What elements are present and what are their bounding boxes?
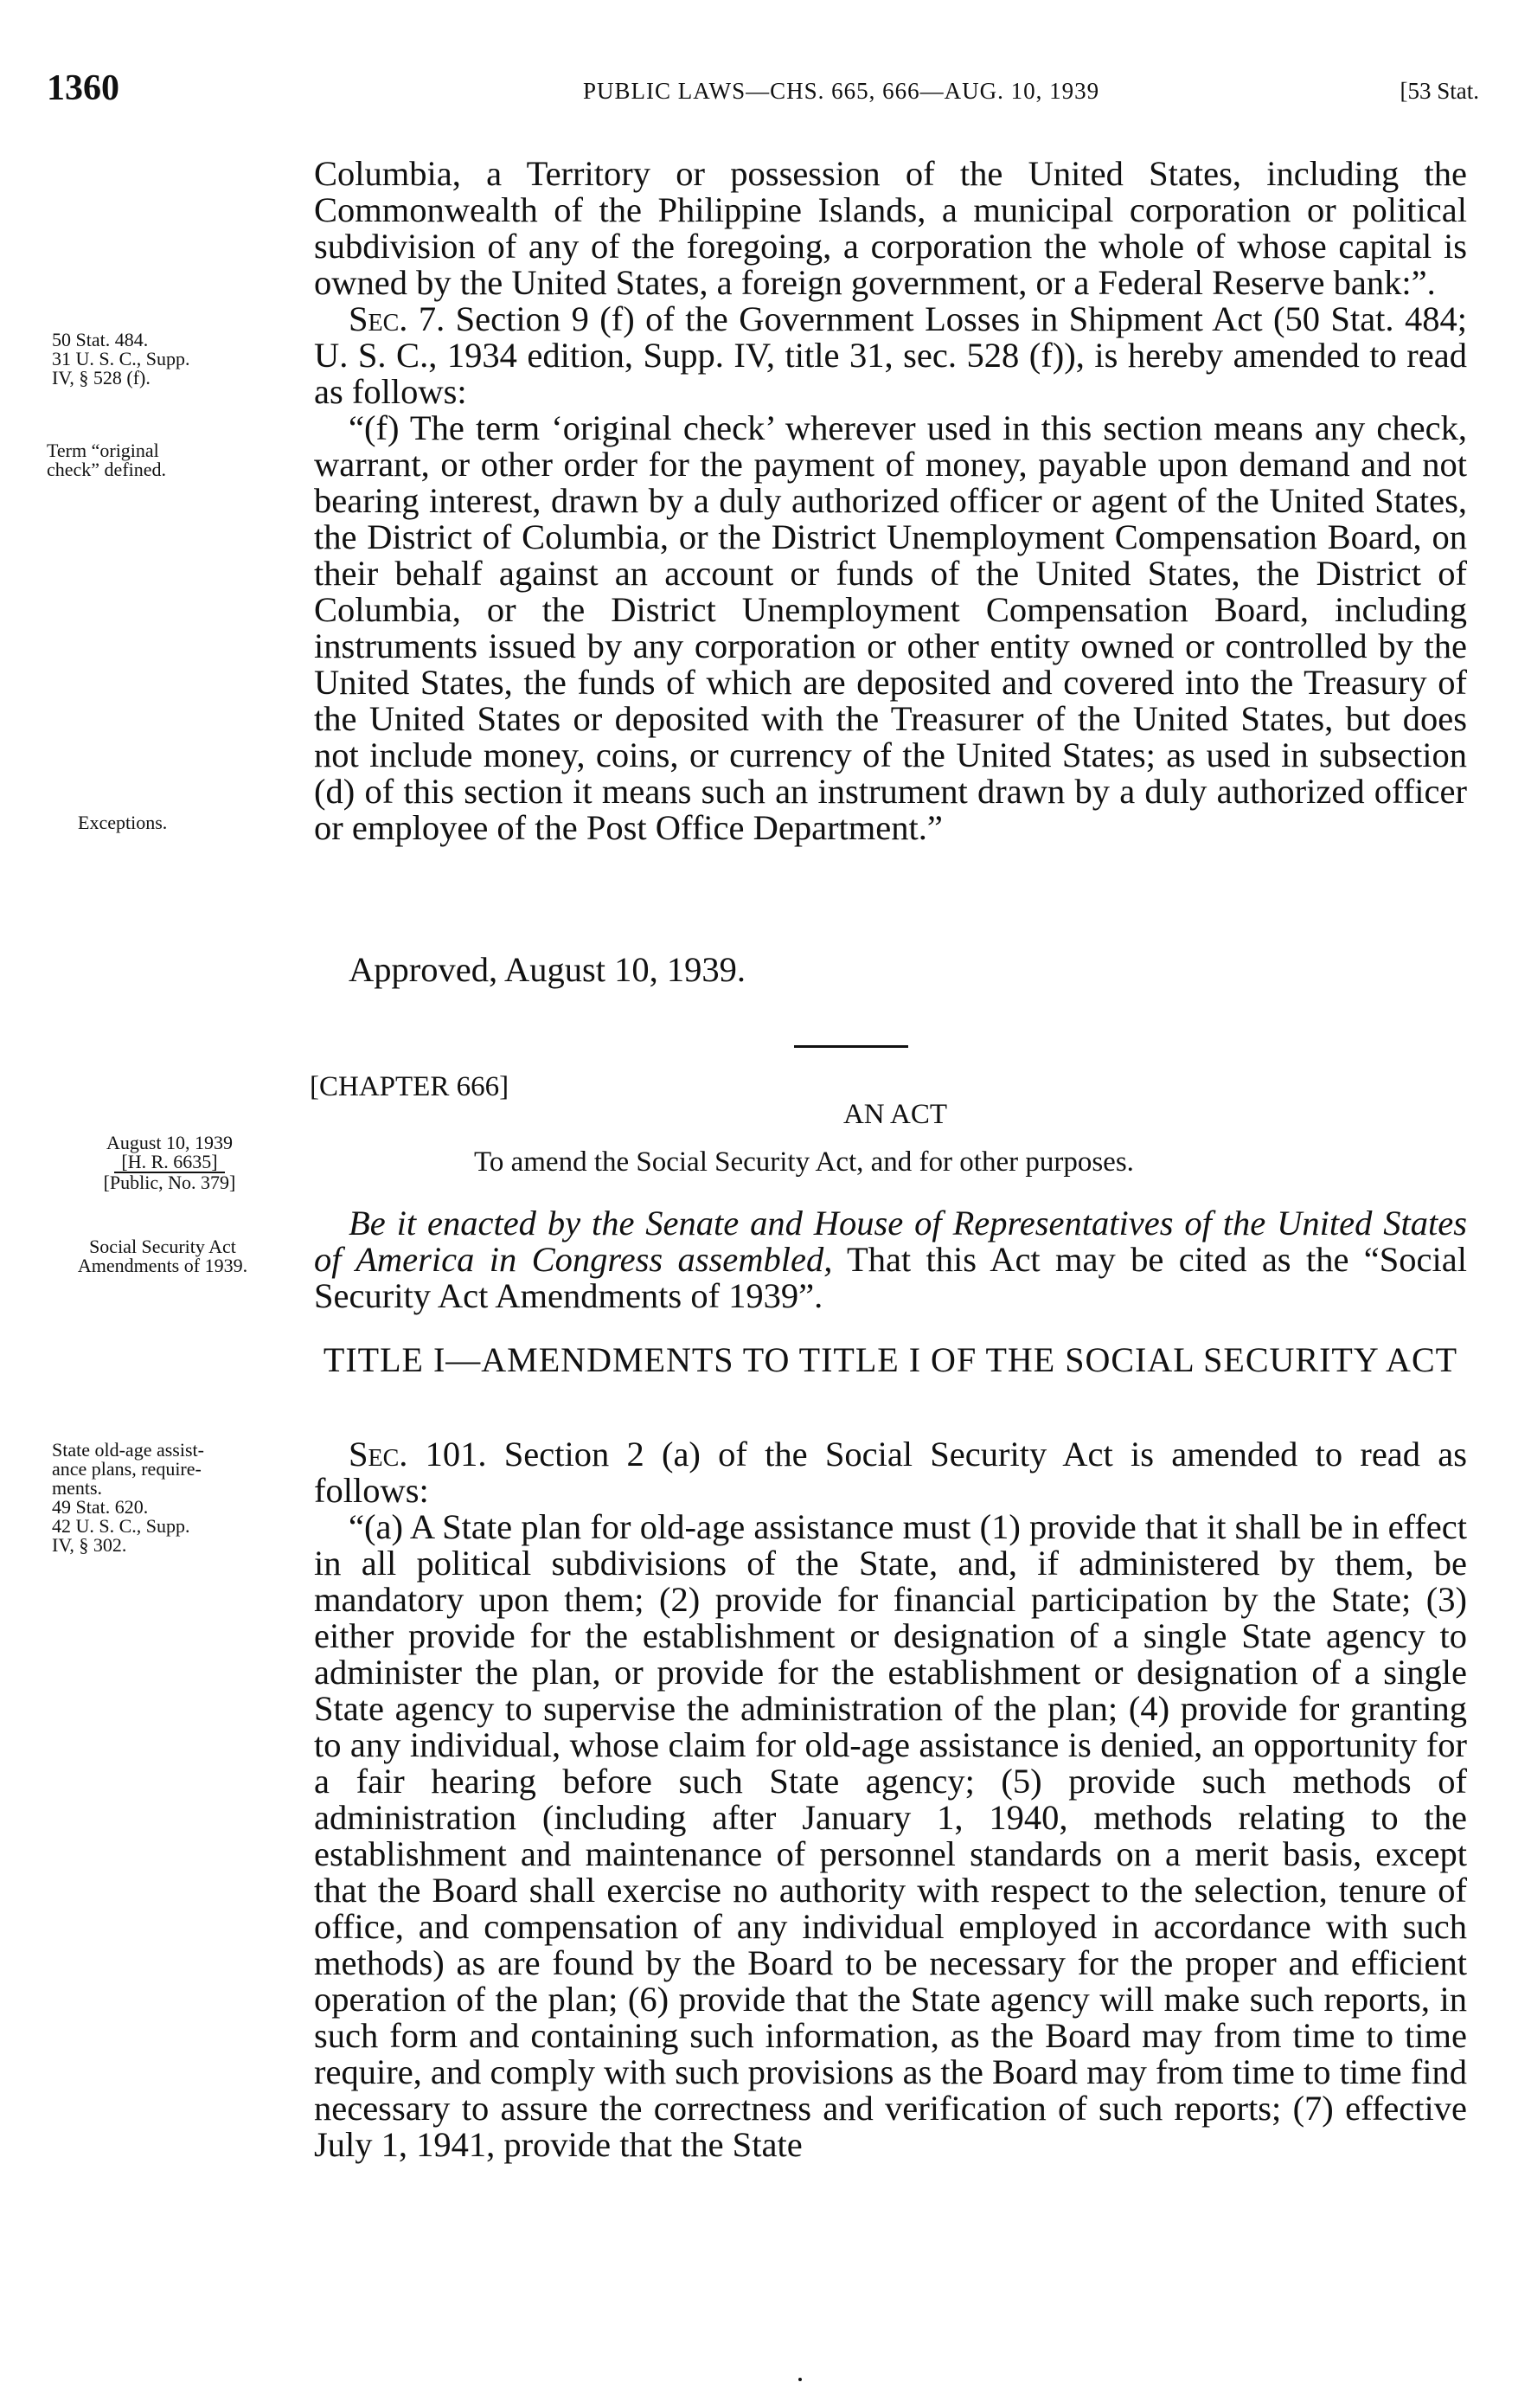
paragraph: “(f) The term ‘original check’ wherever used in this section means any check, warrant, or other order for the payment of money, payable upon demand and not bearing interest, drawn by a duly authorized officer or agent of the United States, the District of Columbia, or the District Unemployment Compensation Board, on their behalf against an account or funds of the United States, the District of Columbia, or the District Unemployment Compensation Board, including instruments issued by any corporation or other entity owned or controlled by the United States, the funds of which are deposited and covered into the Treasury of the United States or deposited with the Treasurer of the United States, but does not include money, coins, or currency of the United States; as used in subsection (d) of this section it means such an instrument drawn by a duly authorized officer or employee of the Post Office Department.”	[314, 408, 1467, 847]
margin-note-plans	[52, 1441, 204, 1555]
volume-reference: [53 Stat.	[1400, 78, 1479, 104]
paragraph-text: That this Act may be cited as the “Social Security Act Amendments of 1939”.	[314, 1240, 1467, 1315]
margin-note-term-defined	[47, 441, 166, 479]
page-number: 1360	[47, 68, 119, 108]
margin-note-line: Term “original	[47, 440, 159, 461]
margin-note-line: August 10, 1939	[106, 1132, 234, 1153]
paragraph: Columbia, a Territory or possession of the United States, including the Commonwealth of the Philippine Islands, a municipal corporation or political subdivision of any of the foregoing, a corporation the whole of whose capital is owned by the United States, a foreign government, or a Federal Reserve bank:”.	[314, 154, 1467, 302]
section-7-text	[314, 156, 1467, 846]
page-dot	[798, 2378, 802, 2381]
section-101-text	[314, 1436, 1467, 2163]
paragraph	[314, 1205, 1467, 1314]
act-purpose: To amend the Social Security Act, and for other purposes.	[474, 1146, 1134, 1178]
running-title: PUBLIC LAWS—CHS. 665, 666—AUG. 10, 1939	[583, 78, 1100, 104]
margin-note-line: IV, § 302.	[52, 1534, 127, 1556]
paragraph: “(a) A State plan for old-age assistance must (1) provide that it shall be in effect in all political subdivisions of the State, and, if administered by them, be mandatory upon them; (2) provide for financial participation by the State; (3) either provide for the establishment or designation of a single State agency to administer the plan, or provide for the establishment or designation of a single State agency to supervise the administration of the plan; (4) provide for granting to any individual, whose claim for old-age assistance is denied, an opportunity for a fair hearing before such State agency; (5) provide such methods of administration (including after January 1, 1940, methods relating to the establishment and maintenance of personnel standards on a merit basis, except that the Board shall exercise no authority with respect to the selection, tenure of office, and compensation of any individual employed in accordance with such methods) as are found by the Board to be necessary for the proper and efficient operation of the plan; (6) provide that the State agency will make such reports, in such form and containing such information, as the Board may from time to time require, and comply with such provisions as the Board may from time to time find necessary to assure the correctness and verification of such reports; (7) effective July 1, 1941, provide that the State	[314, 1507, 1467, 2164]
paragraph	[314, 301, 1467, 410]
running-header	[47, 67, 1479, 119]
margin-note-line: ance plans, require-	[52, 1458, 202, 1480]
paragraph-text: Section 9 (f) of the Government Losses in Shipment Act (50 Stat. 484; U. S. C., 1934 edition, Supp. IV, title 31, sec. 528 (f)), is hereby amended to read as follows:	[314, 299, 1467, 411]
margin-note-line: [Public, No. 379]	[103, 1172, 236, 1193]
margin-note-line: IV, § 528 (f).	[52, 367, 151, 388]
enacting-clause	[314, 1205, 1467, 1314]
paragraph-text: Section 2 (a) of the Social Security Act is amended to read as follows:	[314, 1435, 1467, 1510]
paragraph	[314, 1436, 1467, 1509]
margin-note-line: check” defined.	[47, 459, 167, 480]
margin-note-exceptions: Exceptions.	[78, 812, 168, 833]
act-heading	[0, 1099, 1531, 1131]
margin-note-line: State old-age assist-	[52, 1439, 204, 1461]
margin-note-line: Amendments of 1939.	[77, 1255, 248, 1276]
margin-note-short-title	[42, 1237, 284, 1275]
margin-note-line: Social Security Act	[89, 1236, 236, 1257]
act-heading-text: AN ACT	[842, 1099, 948, 1130]
section-label: Sec. 7.	[349, 299, 445, 338]
approval-line: Approved, August 10, 1939.	[349, 950, 746, 989]
margin-note-line: ments.	[52, 1477, 103, 1499]
enacting-formula: Be it enacted by the Senate and House of Representatives of the United States of America in Congress assembled,	[314, 1204, 1467, 1279]
divider	[794, 1045, 908, 1048]
margin-note-line: 49 Stat. 620.	[52, 1496, 149, 1518]
title-heading: TITLE I—AMENDMENTS TO TITLE I OF THE SOCIAL SECURITY ACT	[323, 1340, 1458, 1379]
margin-note-line: 31 U. S. C., Supp.	[52, 348, 190, 369]
margin-note-line: [H. R. 6635]	[114, 1153, 224, 1173]
margin-note-date	[57, 1133, 282, 1192]
margin-note-line: 50 Stat. 484.	[52, 329, 149, 350]
margin-note-citation	[52, 331, 190, 388]
margin-note-line: 42 U. S. C., Supp.	[52, 1515, 190, 1537]
section-label: Sec. 101.	[349, 1435, 487, 1474]
chapter-label: [CHAPTER 666]	[310, 1071, 509, 1102]
